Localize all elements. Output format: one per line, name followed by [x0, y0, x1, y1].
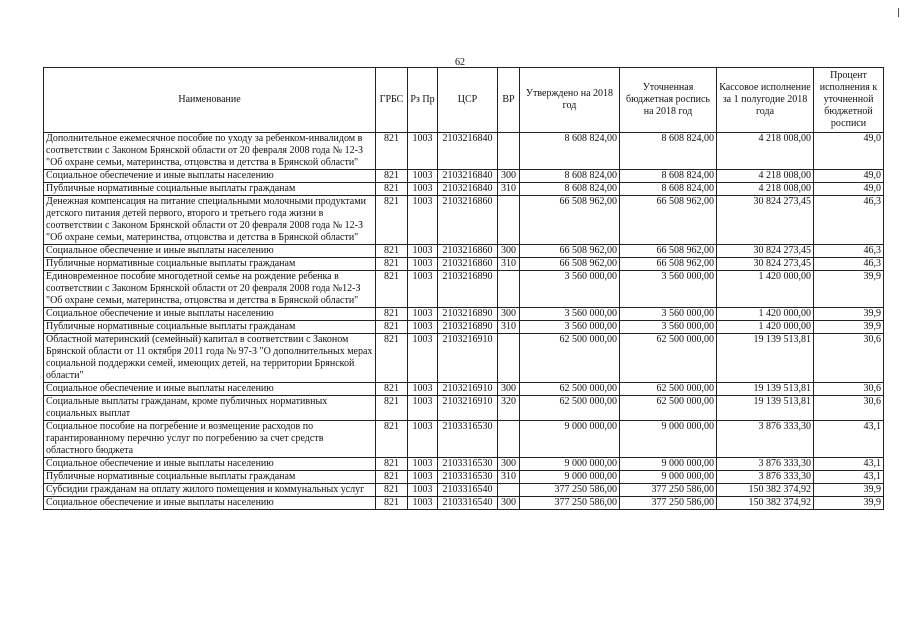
cell-grbs: 821 — [376, 321, 408, 334]
table-row — [44, 196, 884, 245]
cell-revised: 66 508 962,00 — [620, 258, 717, 271]
cell-percent: 39,9 — [814, 484, 884, 497]
cell-vr: 300 — [498, 245, 520, 258]
cell-rzpr: 1003 — [408, 308, 438, 321]
cell-cash: 3 876 333,30 — [717, 458, 814, 471]
cell-approved: 66 508 962,00 — [520, 258, 620, 271]
cell-vr — [498, 196, 520, 245]
cell-percent: 30,6 — [814, 383, 884, 396]
cell-percent: 46,3 — [814, 245, 884, 258]
table-row — [44, 183, 884, 196]
cell-revised: 8 608 824,00 — [620, 170, 717, 183]
cell-csr: 2103216890 — [438, 321, 498, 334]
header-approved: Утверждено на 2018 год — [520, 68, 620, 133]
cell-rzpr: 1003 — [408, 170, 438, 183]
cell-cash: 19 139 513,81 — [717, 396, 814, 421]
cell-percent: 39,9 — [814, 271, 884, 308]
cell-revised: 3 560 000,00 — [620, 271, 717, 308]
cell-grbs: 821 — [376, 458, 408, 471]
table-row — [44, 245, 884, 258]
table-row — [44, 458, 884, 471]
cell-name: Социальное обеспечение и иные выплаты населению — [44, 458, 376, 471]
cell-percent: 46,3 — [814, 258, 884, 271]
cell-rzpr: 1003 — [408, 484, 438, 497]
cell-cash: 150 382 374,92 — [717, 497, 814, 510]
cell-approved: 3 560 000,00 — [520, 271, 620, 308]
edge-mark — [898, 8, 899, 17]
cell-cash: 3 876 333,30 — [717, 421, 814, 458]
table-row — [44, 321, 884, 334]
cell-name: Субсидии гражданам на оплату жилого помещения и коммунальных услуг — [44, 484, 376, 497]
cell-percent: 39,9 — [814, 321, 884, 334]
header-rzpr: Рз Пр — [408, 68, 438, 133]
cell-percent: 30,6 — [814, 396, 884, 421]
header-percent: Процент исполнения к уточненной бюджетной росписи — [814, 68, 884, 133]
cell-cash: 4 218 008,00 — [717, 183, 814, 196]
table-row — [44, 334, 884, 383]
cell-cash: 30 824 273,45 — [717, 258, 814, 271]
cell-percent: 43,1 — [814, 421, 884, 458]
header-name: Наименование — [44, 68, 376, 133]
cell-vr: 300 — [498, 308, 520, 321]
cell-rzpr: 1003 — [408, 383, 438, 396]
cell-vr — [498, 133, 520, 170]
cell-grbs: 821 — [376, 334, 408, 383]
cell-revised: 377 250 586,00 — [620, 497, 717, 510]
cell-vr: 310 — [498, 321, 520, 334]
cell-approved: 66 508 962,00 — [520, 196, 620, 245]
cell-rzpr: 1003 — [408, 471, 438, 484]
cell-revised: 8 608 824,00 — [620, 133, 717, 170]
cell-cash: 30 824 273,45 — [717, 245, 814, 258]
cell-revised: 62 500 000,00 — [620, 334, 717, 383]
cell-percent: 30,6 — [814, 334, 884, 383]
cell-approved: 62 500 000,00 — [520, 334, 620, 383]
header-revised: Уточненная бюджетная роспись на 2018 год — [620, 68, 717, 133]
cell-csr: 2103316540 — [438, 497, 498, 510]
cell-name: Публичные нормативные социальные выплаты гражданам — [44, 471, 376, 484]
cell-vr: 310 — [498, 183, 520, 196]
table-body — [44, 133, 884, 510]
cell-name: Областной материнский (семейный) капитал в соответствии с Законом Брянской области от 11 октября 2011 года № 97-З "О дополнительных мерах социальной поддержки семей, имеющих детей, на территории Брянской области" — [44, 334, 376, 383]
cell-grbs: 821 — [376, 471, 408, 484]
table-row — [44, 308, 884, 321]
cell-csr: 2103216910 — [438, 334, 498, 383]
cell-csr: 2103316530 — [438, 458, 498, 471]
cell-revised: 3 560 000,00 — [620, 321, 717, 334]
cell-percent: 43,1 — [814, 458, 884, 471]
cell-rzpr: 1003 — [408, 497, 438, 510]
cell-rzpr: 1003 — [408, 183, 438, 196]
cell-name: Публичные нормативные социальные выплаты гражданам — [44, 258, 376, 271]
cell-percent: 49,0 — [814, 183, 884, 196]
cell-name: Денежная компенсация на питание специальными молочными продуктами детского питания детей первого, второго и третьего года жизни в соответствии с Законом Брянской области от 20 февраля 2008 года № 12-З "Об охране семьи, материнства, отцовства и детства в Брянской области" — [44, 196, 376, 245]
cell-grbs: 821 — [376, 497, 408, 510]
cell-rzpr: 1003 — [408, 421, 438, 458]
cell-cash: 19 139 513,81 — [717, 334, 814, 383]
cell-name: Социальные выплаты гражданам, кроме публичных нормативных социальных выплат — [44, 396, 376, 421]
cell-approved: 8 608 824,00 — [520, 170, 620, 183]
cell-percent: 39,9 — [814, 497, 884, 510]
cell-approved: 9 000 000,00 — [520, 471, 620, 484]
cell-name: Социальное обеспечение и иные выплаты населению — [44, 308, 376, 321]
cell-revised: 377 250 586,00 — [620, 484, 717, 497]
table-row — [44, 271, 884, 308]
cell-rzpr: 1003 — [408, 196, 438, 245]
cell-approved: 9 000 000,00 — [520, 421, 620, 458]
cell-rzpr: 1003 — [408, 271, 438, 308]
cell-vr: 310 — [498, 258, 520, 271]
cell-csr: 2103216890 — [438, 308, 498, 321]
cell-grbs: 821 — [376, 258, 408, 271]
cell-grbs: 821 — [376, 170, 408, 183]
cell-revised: 62 500 000,00 — [620, 396, 717, 421]
table-row — [44, 133, 884, 170]
cell-revised: 3 560 000,00 — [620, 308, 717, 321]
cell-cash: 1 420 000,00 — [717, 271, 814, 308]
cell-vr — [498, 271, 520, 308]
cell-csr: 2103216840 — [438, 170, 498, 183]
budget-table — [43, 67, 884, 510]
cell-revised: 66 508 962,00 — [620, 245, 717, 258]
cell-percent: 46,3 — [814, 196, 884, 245]
cell-csr: 2103216910 — [438, 396, 498, 421]
cell-rzpr: 1003 — [408, 396, 438, 421]
cell-approved: 62 500 000,00 — [520, 383, 620, 396]
cell-approved: 66 508 962,00 — [520, 245, 620, 258]
cell-approved: 8 608 824,00 — [520, 133, 620, 170]
cell-vr — [498, 484, 520, 497]
cell-vr: 320 — [498, 396, 520, 421]
cell-cash: 1 420 000,00 — [717, 308, 814, 321]
cell-csr: 2103216860 — [438, 245, 498, 258]
cell-cash: 3 876 333,30 — [717, 471, 814, 484]
page-number: 62 — [455, 57, 465, 68]
cell-rzpr: 1003 — [408, 133, 438, 170]
cell-approved: 3 560 000,00 — [520, 308, 620, 321]
cell-grbs: 821 — [376, 308, 408, 321]
cell-cash: 30 824 273,45 — [717, 196, 814, 245]
cell-name: Публичные нормативные социальные выплаты гражданам — [44, 321, 376, 334]
cell-cash: 1 420 000,00 — [717, 321, 814, 334]
cell-vr — [498, 421, 520, 458]
cell-grbs: 821 — [376, 196, 408, 245]
table-row — [44, 383, 884, 396]
table-row — [44, 170, 884, 183]
cell-approved: 377 250 586,00 — [520, 484, 620, 497]
cell-name: Публичные нормативные социальные выплаты гражданам — [44, 183, 376, 196]
cell-revised: 9 000 000,00 — [620, 471, 717, 484]
table-row — [44, 396, 884, 421]
table-row — [44, 484, 884, 497]
header-grbs: ГРБС — [376, 68, 408, 133]
header-vr: ВР — [498, 68, 520, 133]
cell-name: Социальное обеспечение и иные выплаты населению — [44, 497, 376, 510]
cell-name: Дополнительное ежемесячное пособие по уходу за ребенком-инвалидом в соответствии с Законом Брянской области от 20 февраля 2008 года № 12-З "Об охране семьи, материнства, отцовства и детства в Брянской области" — [44, 133, 376, 170]
cell-percent: 39,9 — [814, 308, 884, 321]
cell-csr: 2103316540 — [438, 484, 498, 497]
header-cash: Кассовое исполнение за 1 полугодие 2018 года — [717, 68, 814, 133]
cell-name: Социальное обеспечение и иные выплаты населению — [44, 170, 376, 183]
cell-grbs: 821 — [376, 245, 408, 258]
cell-vr: 300 — [498, 383, 520, 396]
cell-rzpr: 1003 — [408, 258, 438, 271]
cell-grbs: 821 — [376, 484, 408, 497]
cell-revised: 8 608 824,00 — [620, 183, 717, 196]
cell-rzpr: 1003 — [408, 458, 438, 471]
cell-rzpr: 1003 — [408, 321, 438, 334]
cell-rzpr: 1003 — [408, 245, 438, 258]
table-row — [44, 497, 884, 510]
cell-revised: 62 500 000,00 — [620, 383, 717, 396]
table-row — [44, 258, 884, 271]
cell-csr: 2103216840 — [438, 183, 498, 196]
cell-approved: 3 560 000,00 — [520, 321, 620, 334]
cell-vr: 300 — [498, 170, 520, 183]
cell-approved: 62 500 000,00 — [520, 396, 620, 421]
cell-rzpr: 1003 — [408, 334, 438, 383]
cell-csr: 2103216890 — [438, 271, 498, 308]
cell-csr: 2103216910 — [438, 383, 498, 396]
cell-vr: 300 — [498, 497, 520, 510]
cell-revised: 9 000 000,00 — [620, 421, 717, 458]
cell-csr: 2103216860 — [438, 258, 498, 271]
cell-grbs: 821 — [376, 421, 408, 458]
cell-approved: 377 250 586,00 — [520, 497, 620, 510]
cell-cash: 4 218 008,00 — [717, 133, 814, 170]
table-row — [44, 471, 884, 484]
cell-vr — [498, 334, 520, 383]
cell-grbs: 821 — [376, 133, 408, 170]
cell-name: Социальное обеспечение и иные выплаты населению — [44, 383, 376, 396]
cell-cash: 19 139 513,81 — [717, 383, 814, 396]
cell-name: Социальное обеспечение и иные выплаты населению — [44, 245, 376, 258]
table-row — [44, 421, 884, 458]
cell-csr: 2103216840 — [438, 133, 498, 170]
cell-cash: 4 218 008,00 — [717, 170, 814, 183]
cell-cash: 150 382 374,92 — [717, 484, 814, 497]
cell-percent: 49,0 — [814, 170, 884, 183]
header-csr: ЦСР — [438, 68, 498, 133]
cell-grbs: 821 — [376, 271, 408, 308]
cell-vr: 300 — [498, 458, 520, 471]
cell-revised: 9 000 000,00 — [620, 458, 717, 471]
cell-approved: 9 000 000,00 — [520, 458, 620, 471]
cell-percent: 49,0 — [814, 133, 884, 170]
header-row — [44, 68, 884, 133]
cell-grbs: 821 — [376, 383, 408, 396]
cell-name: Социальное пособие на погребение и возмещение расходов по гарантированному перечню услуг по погребению за счет средств областного бюджета — [44, 421, 376, 458]
cell-name: Единовременное пособие многодетной семье на рождение ребенка в соответствии с Законом Брянской области от 20 февраля 2008 года №12-З "Об охране семьи, материнства, отцовства и детства в Брянской области" — [44, 271, 376, 308]
cell-percent: 43,1 — [814, 471, 884, 484]
cell-revised: 66 508 962,00 — [620, 196, 717, 245]
cell-grbs: 821 — [376, 396, 408, 421]
cell-grbs: 821 — [376, 183, 408, 196]
cell-approved: 8 608 824,00 — [520, 183, 620, 196]
cell-csr: 2103316530 — [438, 421, 498, 458]
cell-vr: 310 — [498, 471, 520, 484]
cell-csr: 2103216860 — [438, 196, 498, 245]
cell-csr: 2103316530 — [438, 471, 498, 484]
